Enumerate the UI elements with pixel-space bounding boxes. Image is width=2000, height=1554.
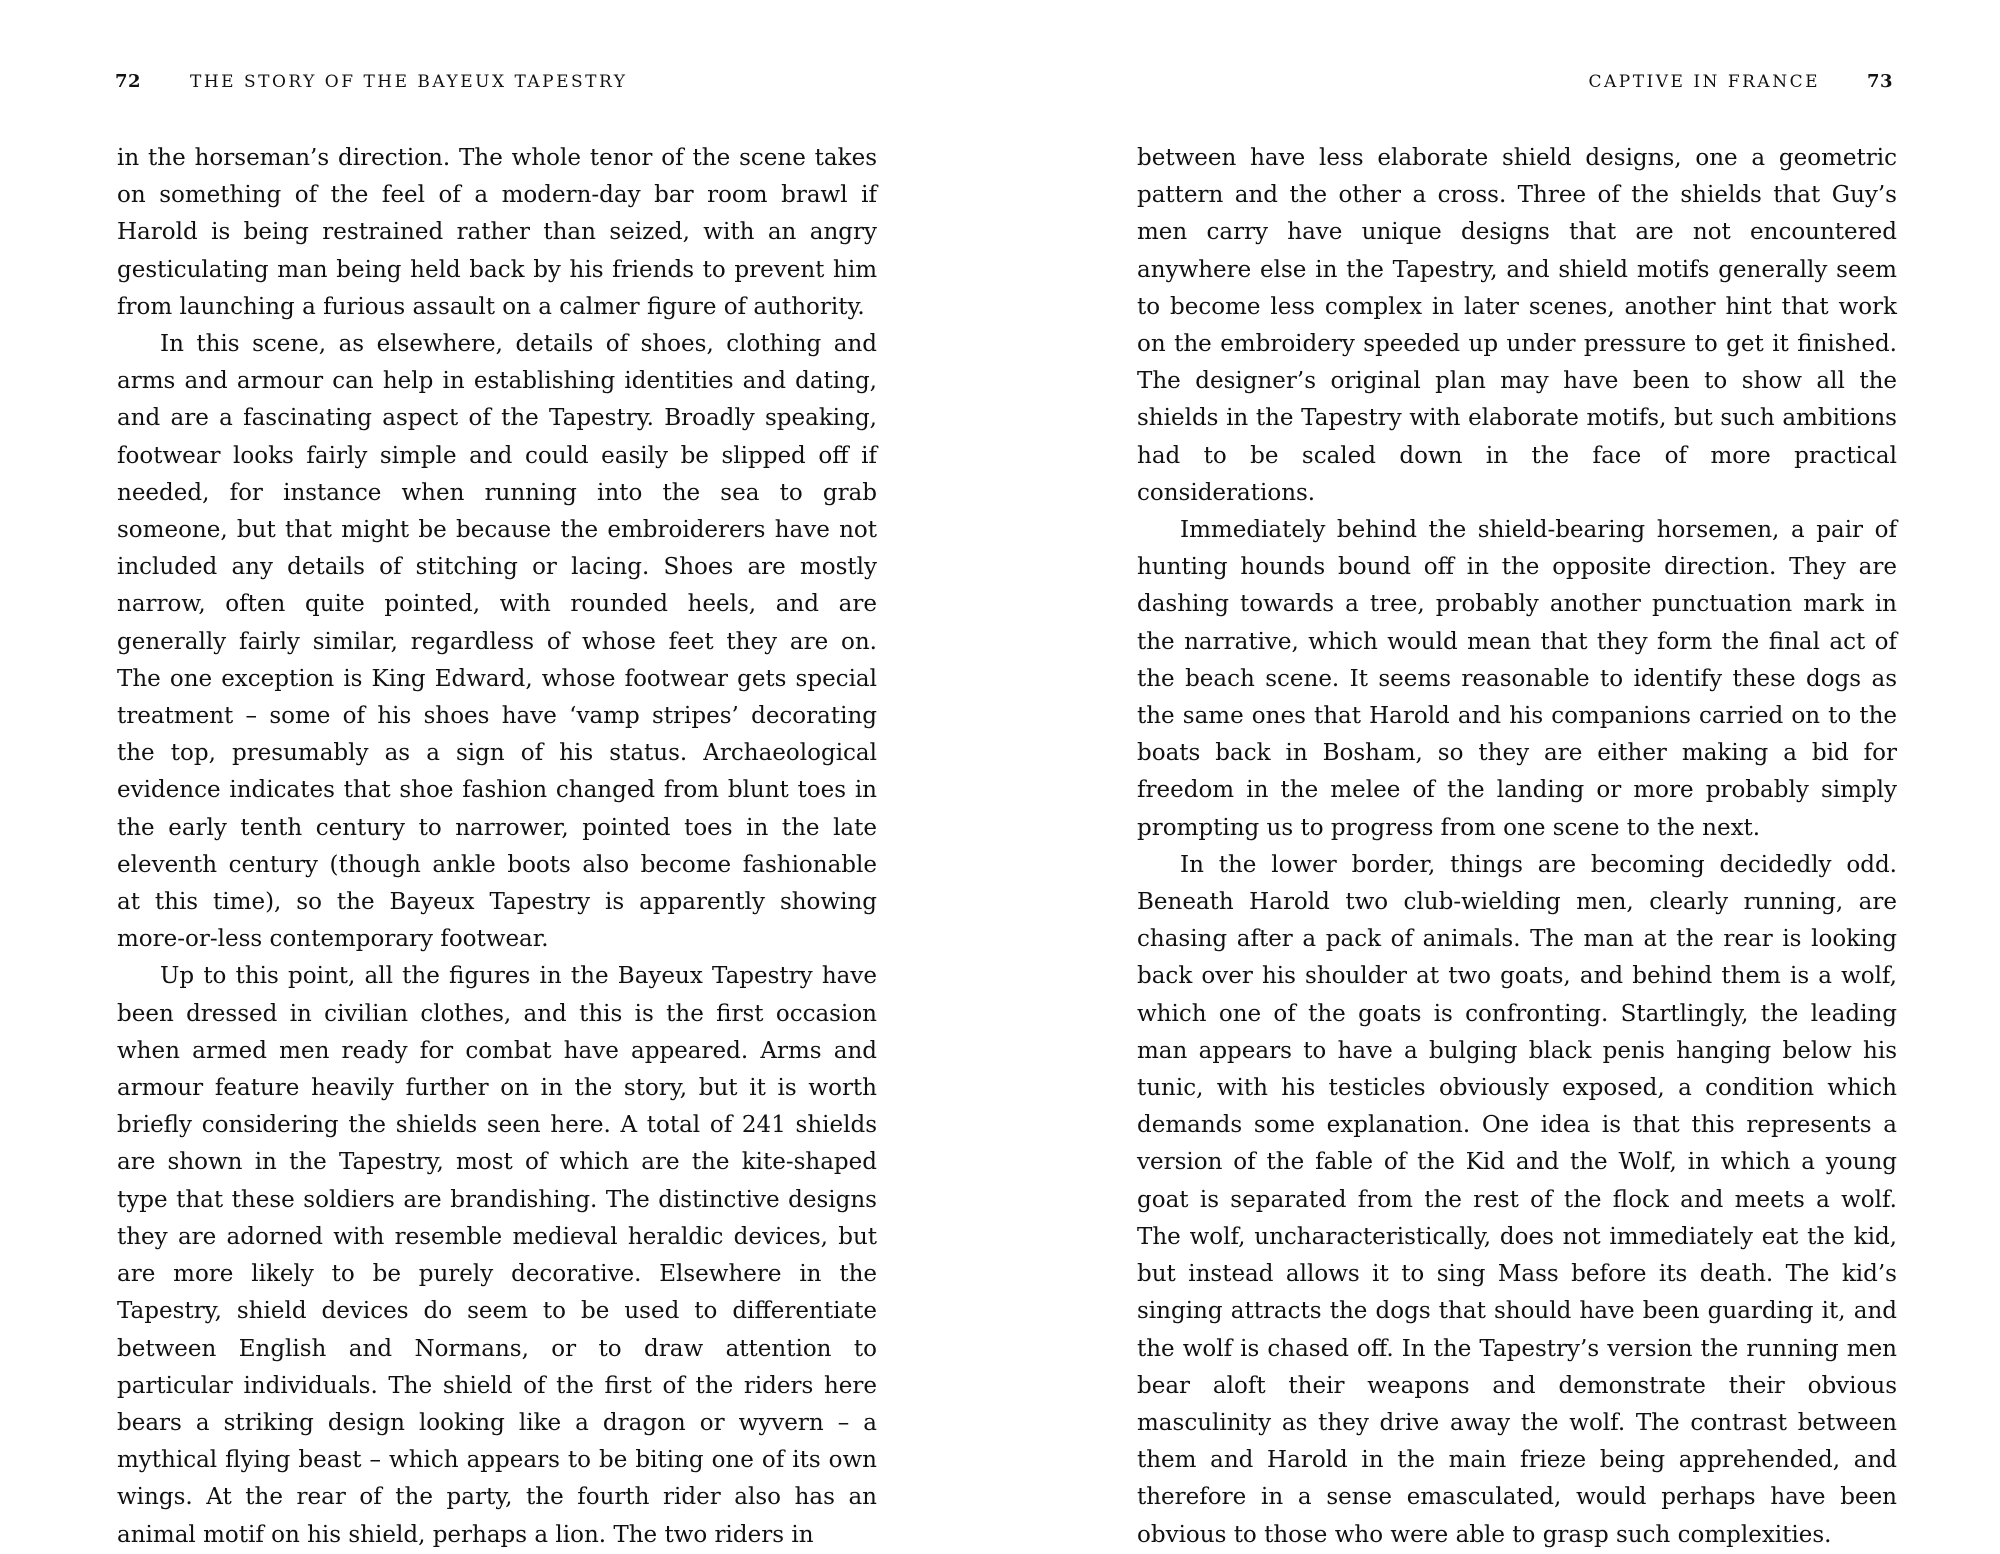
paragraph: Immediately behind the shield-bearing horsemen, a pair of hunting hounds bound off in the opposite direction. They are dashing towards a tree, probably another punctuation mark in the narrative, which would mean that they form the final act of the beach scene. It seems reasonable to identify these dogs as the same ones that Harold and his companions carried on to the boats back in Bosham, so they are either making a bid for freedom in the melee of the landing or more probably simply prompting us to progress from one scene to the next. (1137, 517, 1897, 841)
paragraph: in the horseman’s direction. The whole tenor of the scene takes on something of the feel of a modern-day bar room brawl if Harold is being restrained rather than seized, with an angry gesticulating man being held back by his friends to prevent him from launching a furious assault on a calmer figure of authority. (117, 145, 877, 320)
page-number: 72 (115, 71, 142, 92)
paragraph: between have less elaborate shield designs, one a geometric pattern and the other a cross. Three of the shields that Guy’s men carry have unique designs that are not encountered anywhere else in the Tapestry, and shield motifs generally seem to become less complex in later scenes, another hint that work on the embroidery speeded up under pressure to get it finished. The designer’s original plan may have been to show all the shields in the Tapestry with elaborate motifs, but such ambitions had to be scaled down in the face of more practical considerations. (1137, 145, 1897, 506)
page-number: 73 (1867, 71, 1894, 92)
left-page (0, 0, 1000, 1548)
paragraph: In this scene, as elsewhere, details of shoes, clothing and arms and armour can help in establishing identities and dating, and are a fascinating aspect of the Tapestry. Broadly speaking, footwear looks fairly simple and could easily be slipped off if needed, for instance when running into the sea to grab someone, but that might be because the embroiderers have not included any details of stitching or lacing. Shoes are mostly narrow, often quite pointed, with rounded heels, and are generally fairly similar, regardless of whose feet they are on. The one exception is King Edward, whose footwear gets special treatment – some of his shoes have ‘vamp stripes’ decorating the top, presumably as a sign of his status. Archaeological evidence indicates that shoe fashion changed from blunt toes in the early tenth century to narrower, pointed toes in the late eleventh century (though ankle boots also become fashionable at this time), so the Bayeux Tapestry is apparently showing more-or-less contemporary footwear. (117, 331, 877, 953)
running-head: CAPTIVE IN FRANCE (1588, 72, 1820, 92)
running-head: THE STORY OF THE BAYEUX TAPESTRY (190, 72, 628, 92)
paragraph: Up to this point, all the figures in the Bayeux Tapestry have been dressed in civilian clothes, and this is the first occasion when armed men ready for combat have appeared. Arms and armour feature heavily further on in the story, but it is worth briefly considering the shields seen here. A total of 241 shields are shown in the Tapestry, most of which are the kite-shaped type that these soldiers are brandishing. The distinctive designs they are adorned with resemble medieval heraldic devices, but are more likely to be purely decorative. Elsewhere in the Tapestry, shield devices do seem to be used to differentiate between English and Normans, or to draw attention to particular individuals. The shield of the first of the riders here bears a striking design looking like a dragon or wyvern – a mythical flying beast – which appears to be biting one of its own wings. At the rear of the party, the fourth rider also has an animal motif on his shield, perhaps a lion. The two riders in (117, 963, 877, 1548)
body-text (1137, 140, 1897, 1554)
body-text (117, 140, 877, 1554)
right-page (1000, 0, 2000, 1548)
paragraph: In the lower border, things are becoming decidedly odd. Beneath Harold two club-wielding men, clearly running, are chasing after a pack of animals. The man at the rear is looking back over his shoulder at two goats, and behind them is a wolf, which one of the goats is confronting. Startlingly, the leading man appears to have a bulging black penis hanging below his tunic, with his testicles obviously exposed, a condition which demands some explanation. One idea is that this represents a version of the fable of the Kid and the Wolf, in which a young goat is separated from the rest of the flock and meets a wolf. The wolf, uncharacteristically, does not immediately eat the kid, but instead allows it to sing Mass before its death. The kid’s singing attracts the dogs that should have been guarding it, and the wolf is chased off. In the Tapestry’s version the running men bear aloft their weapons and demonstrate their obvious masculinity as they drive away the wolf. The contrast between them and Harold in the main frieze being apprehended, and therefore in a sense emasculated, would perhaps have been obvious to those who were able to grasp such complexities. (1137, 851, 1897, 1548)
